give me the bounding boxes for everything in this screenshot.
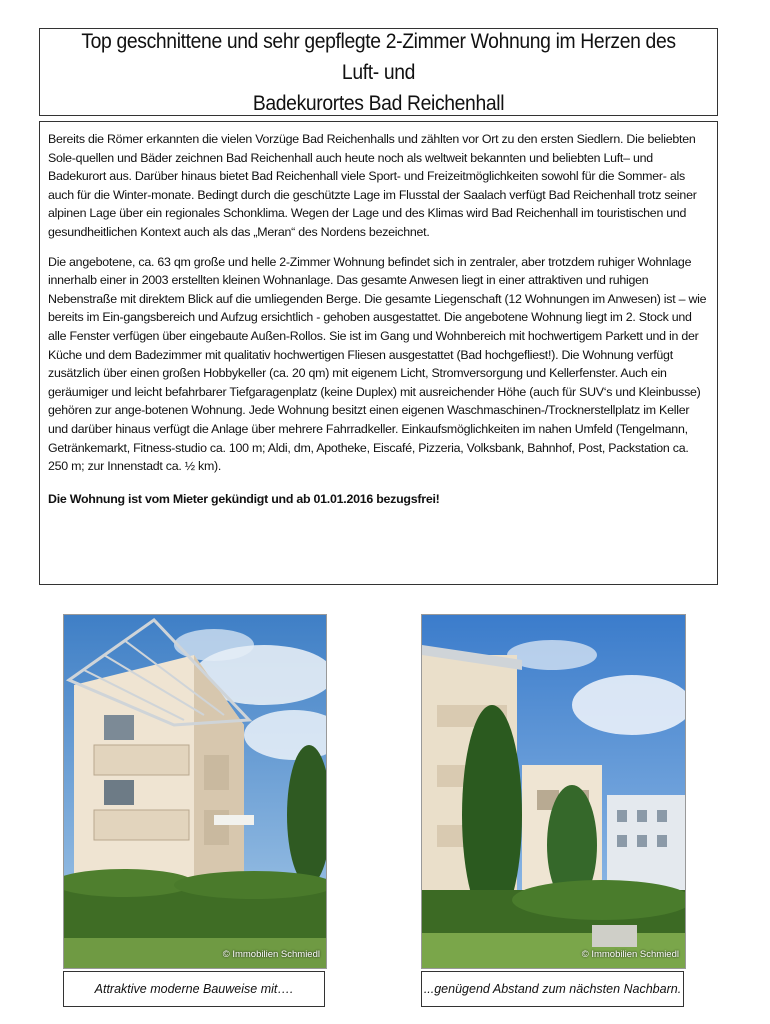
description-paragraph-1: Bereits die Römer erkannten die vielen Vorzüge Bad Reichenhalls und zählten vor Ort zu den ersten Siedlern. Die beliebten Sole-quellen und Bäder zeichnen Bad Reichenhall auch heute noch als weltweit bekannten und beliebten Luft– und Badekurort aus. Darüber hinaus bietet Bad Reichenhall viele Sport- und Freizeitmöglichkeiten sowohl für die Sommer- als auch für die Winter-monate. Bedingt durch die geschützte Lage im Flusstal der Saalach verfügt Bad Reichenhall trotz seiner alpinen Lage über ein regionales Schonklima. Wegen der Lage und des Klimas wird Bad Reichenhall im touristischen und gesundheitlichen Kontext auch als das „Meran“ des Nordens bezeichnet. xyxy=(48,132,697,239)
photo-caption-1-text: Attraktive moderne Bauweise mit…. xyxy=(94,982,294,996)
description-paragraph-2: Die angebotene, ca. 63 qm große und helle 2-Zimmer Wohnung befindet sich in zentraler, aber trotzdem ruhiger Wohnlage innerhalb einer in 2003 erstellten kleinen Wohnanlage. Das gesamte Anwesen liegt in einer attraktiven und ruhigen Nebenstraße mit direktem Blick auf die umliegenden Berge. Die gesamte Liegenschaft (12 Wohnungen im Anwesen) ist – wie bereits im Ein-gangsbereich und Aufzug ersichtlich - gehoben ausgestattet. Die angebotene Wohnung liegt im 2. Stock und alle Fenster verfügen über eingebaute Außen-Rollos. Sie ist im Gang und Wohnbereich mit hochwertigem Parkett und in der Küche und dem Badezimmer mit qualitativ hochwertigen Fliesen ausgestattet (Bad hochgefliest!). Die Wohnung verfügt zusätzlich über einen großen Hobbykeller (ca. 20 qm) mit eigenem Licht, Stromversorgung und Kellerfenster. Auch ein geräumiger und leicht befahrbarer Tiefgaragenplatz (keine Duplex) mit ausreichender Höhe (auch für SUV‘s und Kleinbusse) gehören zur ange-botenen Wohnung. Jede Wohnung besitzt einen eigenen Waschmaschinen-/Trocknerstellplatz im Keller und darüber hinaus verfügt die Anlage über mehrere Fahrradkeller. Einkaufsmöglichkeiten im nahen Umfeld (Tengelmann, Getränkemarkt, Fitness-studio ca. 100 m; Aldi, dm, Apotheke, Eiscafé, Pizzeria, Volksbank, Bahnhof, Post, Packstation ca. 250 m; zur Innenstadt ca. ½ km). xyxy=(48,254,707,474)
photo-credit-2: © Immobilien Schmiedl xyxy=(581,949,679,960)
availability-notice: Die Wohnung ist vom Mieter gekündigt und ab 01.01.2016 bezugsfrei! xyxy=(48,491,440,506)
building-photo-1 xyxy=(63,614,327,969)
building-illustration-2 xyxy=(422,615,685,968)
photo-credit-1: © Immobilien Schmiedl xyxy=(222,949,320,960)
photo-caption-1 xyxy=(63,971,325,1007)
photo-caption-2 xyxy=(421,971,684,1007)
title-box xyxy=(39,28,718,116)
photo-caption-2-text: ...genügend Abstand zum nächsten Nachbarn. xyxy=(423,982,682,996)
title-line-2: Badekurortes Bad Reichenhall xyxy=(252,90,505,115)
building-illustration-1 xyxy=(64,615,326,968)
title-line-1: Top geschnittene und sehr gepflegte 2-Zimmer Wohnung im Herzen des Luft- und xyxy=(81,28,676,84)
page-title xyxy=(74,26,683,119)
building-photo-2 xyxy=(421,614,686,969)
description-box xyxy=(39,121,718,585)
